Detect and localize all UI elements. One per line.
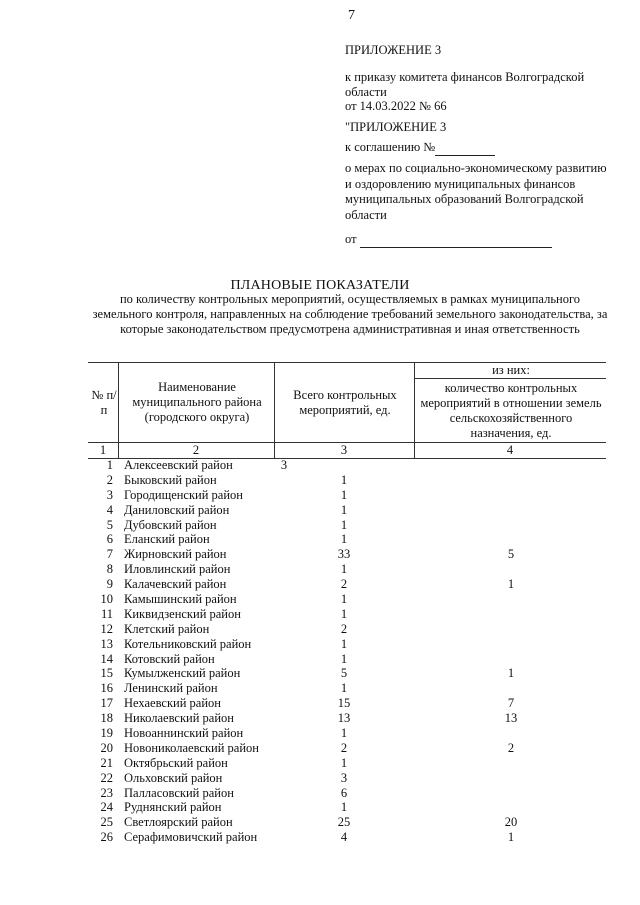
table-row xyxy=(88,756,606,771)
row-number: 4 xyxy=(106,502,113,517)
total-measures: 1 xyxy=(340,472,348,487)
table-row xyxy=(88,771,606,786)
total-measures: 5 xyxy=(340,666,348,681)
row-number: 15 xyxy=(100,666,113,681)
total-measures: 3 xyxy=(280,458,288,472)
row-number: 5 xyxy=(106,517,113,532)
column-number-3: 3 xyxy=(340,443,348,457)
table-row xyxy=(88,711,606,726)
district-name: Быковский район xyxy=(124,472,217,487)
header-agricultural-measures: количество контрольных мероприятий в отношении земель сельскохозяйственного назначения, ед. xyxy=(420,381,602,440)
total-measures: 1 xyxy=(340,502,348,517)
row-number: 9 xyxy=(106,577,113,592)
row-number: 8 xyxy=(106,562,113,577)
row-number: 7 xyxy=(106,547,113,562)
agricultural-measures: 1 xyxy=(507,666,515,681)
row-number: 21 xyxy=(100,755,113,770)
header-district-name: Наименование муниципального района (городского округа) xyxy=(132,380,262,424)
header-total-measures: Всего контрольных мероприятий, ед. xyxy=(293,388,397,417)
total-measures: 1 xyxy=(340,487,348,502)
row-number: 23 xyxy=(100,785,113,800)
total-measures: 25 xyxy=(337,815,351,830)
agreement-date-line xyxy=(345,232,615,248)
total-measures: 13 xyxy=(337,711,351,726)
total-measures: 33 xyxy=(337,547,351,562)
table-row xyxy=(88,741,606,756)
row-number: 18 xyxy=(100,711,113,726)
district-name: Киквидзенский район xyxy=(124,606,241,621)
from-prefix: от xyxy=(345,232,357,246)
table-row xyxy=(88,532,606,547)
total-measures: 1 xyxy=(340,532,348,547)
total-measures: 1 xyxy=(340,606,348,621)
table-row xyxy=(88,652,606,667)
table-row xyxy=(88,503,606,518)
row-number: 13 xyxy=(100,636,113,651)
district-name: Клетский район xyxy=(124,621,210,636)
agricultural-measures: 13 xyxy=(504,711,518,726)
district-name: Светлоярский район xyxy=(124,815,233,830)
row-number: 19 xyxy=(100,726,113,741)
total-measures: 2 xyxy=(340,621,348,636)
table-row xyxy=(88,815,606,830)
document-subtitle: по количеству контрольных мероприятий, осуществляемых в рамках муниципального земельного контроля, направленных на соблюдение требований земельного законодательства, за которые законодательством предусмотрена административная и иная ответственность xyxy=(92,292,608,336)
agreement-reference xyxy=(345,140,615,156)
row-number: 20 xyxy=(100,740,113,755)
total-measures: 1 xyxy=(340,636,348,651)
row-number: 14 xyxy=(100,651,113,666)
row-number: 10 xyxy=(100,592,113,607)
district-name: Жирновский район xyxy=(124,547,227,562)
total-measures: 1 xyxy=(340,517,348,532)
row-number: 12 xyxy=(100,621,113,636)
district-name: Камышинский район xyxy=(124,592,237,607)
agricultural-measures: 5 xyxy=(507,547,515,562)
district-name: Николаевский район xyxy=(124,711,234,726)
district-name: Иловлинский район xyxy=(124,562,231,577)
row-number: 26 xyxy=(100,830,113,845)
appendix-order-reference: к приказу комитета финансов Волгоградской области xyxy=(345,70,585,99)
agricultural-measures: 2 xyxy=(507,740,515,755)
district-name: Октябрьский район xyxy=(124,755,228,770)
district-name: Калачевский район xyxy=(124,577,227,592)
row-number: 24 xyxy=(100,800,113,815)
agreement-appendix-title: "ПРИЛОЖЕНИЕ 3 xyxy=(345,120,447,134)
row-number: 2 xyxy=(106,472,113,487)
total-measures: 3 xyxy=(340,770,348,785)
row-number: 1 xyxy=(106,458,113,472)
table-row xyxy=(88,488,606,503)
table-row xyxy=(88,786,606,801)
table-row xyxy=(88,800,606,815)
document-title: ПЛАНОВЫЕ ПОКАЗАТЕЛИ xyxy=(230,278,410,293)
header-number: № п/п xyxy=(91,388,117,417)
appendix-order-date: от 14.03.2022 № 66 xyxy=(345,99,447,113)
district-name: Даниловский район xyxy=(124,502,230,517)
district-name: Новониколаевский район xyxy=(124,740,259,755)
row-number: 25 xyxy=(100,815,113,830)
row-number: 11 xyxy=(100,606,113,621)
total-measures: 6 xyxy=(340,785,348,800)
header-of-them: из них: xyxy=(492,363,530,377)
district-name: Палласовский район xyxy=(124,785,234,800)
table-row xyxy=(88,681,606,696)
district-name: Ольховский район xyxy=(124,770,223,785)
district-name: Еланский район xyxy=(124,532,210,547)
table-row xyxy=(88,726,606,741)
total-measures: 1 xyxy=(340,755,348,770)
subheader-border xyxy=(414,378,606,379)
column-number-2: 2 xyxy=(192,443,200,457)
table-body xyxy=(88,458,606,845)
agreement-number-blank xyxy=(435,140,495,156)
table-row xyxy=(88,562,606,577)
agreement-prefix: к соглашению № xyxy=(345,140,436,154)
total-measures: 1 xyxy=(340,681,348,696)
district-name: Кумылженский район xyxy=(124,666,241,681)
table-row xyxy=(88,666,606,681)
total-measures: 2 xyxy=(340,577,348,592)
total-measures: 1 xyxy=(340,592,348,607)
total-measures: 1 xyxy=(340,562,348,577)
agricultural-measures: 1 xyxy=(507,830,515,845)
table-row xyxy=(88,592,606,607)
row-number: 17 xyxy=(100,696,113,711)
district-name: Нехаевский район xyxy=(124,696,221,711)
total-measures: 1 xyxy=(340,726,348,741)
agricultural-measures: 1 xyxy=(507,577,515,592)
row-number: 22 xyxy=(100,770,113,785)
district-name: Серафимовичский район xyxy=(124,830,258,845)
total-measures: 2 xyxy=(340,740,348,755)
district-name: Котельниковский район xyxy=(124,636,252,651)
column-number-1: 1 xyxy=(99,443,107,457)
page-number: 7 xyxy=(348,8,355,23)
agricultural-measures: 7 xyxy=(507,696,515,711)
table-row xyxy=(88,607,606,622)
appendix-title: ПРИЛОЖЕНИЕ 3 xyxy=(345,43,442,57)
column-number-4: 4 xyxy=(506,443,514,457)
district-name: Новоаннинский район xyxy=(124,726,244,741)
row-number: 6 xyxy=(106,532,113,547)
district-name: Дубовский район xyxy=(124,517,217,532)
total-measures: 15 xyxy=(337,696,351,711)
table-row xyxy=(88,577,606,592)
table-row xyxy=(88,518,606,533)
agreement-measures-text: о мерах по социально-экономическому развитию и оздоровлению муниципальных финансов муниципальных образований Волгоградской области xyxy=(345,161,607,222)
total-measures: 4 xyxy=(340,830,348,845)
total-measures: 1 xyxy=(340,651,348,666)
district-name: Руднянский район xyxy=(124,800,222,815)
district-name: Ленинский район xyxy=(124,681,218,696)
table-row xyxy=(88,622,606,637)
table-row xyxy=(88,547,606,562)
agreement-date-blank xyxy=(360,232,552,248)
total-measures: 1 xyxy=(340,800,348,815)
agricultural-measures: 20 xyxy=(504,815,518,830)
district-name: Алексеевский район xyxy=(124,458,233,472)
table-row xyxy=(88,458,606,473)
table-row xyxy=(88,637,606,652)
table-row xyxy=(88,830,606,845)
table-row xyxy=(88,473,606,488)
row-number: 3 xyxy=(106,487,113,502)
district-name: Котовский район xyxy=(124,651,215,666)
table-row xyxy=(88,696,606,711)
row-number: 16 xyxy=(100,681,113,696)
district-name: Городищенский район xyxy=(124,487,243,502)
